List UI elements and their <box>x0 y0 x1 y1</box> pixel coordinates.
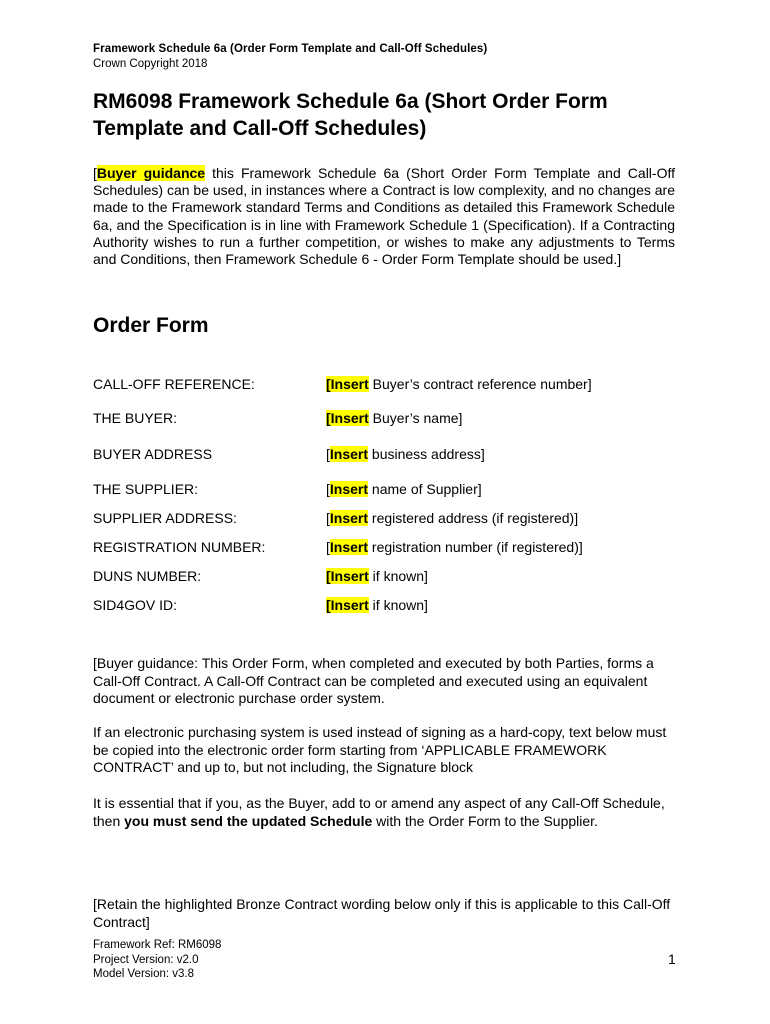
guidance-text: this Framework Schedule 6a (Short Order Form Template and Call-Off Schedules) can be used, in instances where a Contract is low complexity, and no changes are made to the Framework standard Terms and Conditions as detailed this Framework Schedule 6a, and the Specification is in line with Framework Schedule 1 (Specification). If a Contracting Authority wishes to run a further competition, or wishes to make any adjustments to Terms and Conditions, then Framework Schedule 6 - Order Form Template should be used.] <box>93 165 675 268</box>
field-value <box>326 446 485 463</box>
insert-highlight: Insert <box>330 410 369 426</box>
footer-framework-ref: Framework Ref: RM6098 <box>93 939 222 951</box>
field-value <box>326 539 583 556</box>
field-label: BUYER ADDRESS <box>93 446 213 462</box>
field-value-text: Buyer’s contract reference number] <box>368 376 592 392</box>
insert-bracket: [ <box>326 510 330 526</box>
updated-schedule-paragraph <box>93 795 678 830</box>
field-label: SUPPLIER ADDRESS: <box>93 510 237 526</box>
paragraph-text: with the Order Form to the Supplier. <box>372 812 598 829</box>
field-value <box>326 510 578 527</box>
field-value <box>326 597 428 614</box>
insert-highlight: Insert <box>330 568 369 584</box>
field-label: THE SUPPLIER: <box>93 481 199 497</box>
field-value-text: Buyer’s name] <box>368 410 463 426</box>
field-value <box>326 376 592 393</box>
insert-highlight: Insert <box>329 446 369 462</box>
field-value-text: registration number (if registered)] <box>368 539 583 555</box>
field-value-text: name of Supplier] <box>368 481 482 497</box>
insert-bracket: [ <box>326 568 331 584</box>
paragraph-emphasis: you must send the updated Schedule <box>124 812 373 829</box>
page-footer <box>93 938 221 982</box>
field-label: DUNS NUMBER: <box>93 568 202 584</box>
insert-highlight: Insert <box>330 597 369 613</box>
header-schedule-title: Framework Schedule 6a (Order Form Template and Call-Off Schedules) <box>93 43 488 55</box>
insert-bracket: [ <box>326 446 330 462</box>
document-title: RM6098 Framework Schedule 6a (Short Order Form Template and Call-Off Schedules) <box>93 90 608 140</box>
field-value <box>326 481 482 498</box>
field-label: REGISTRATION NUMBER: <box>93 539 266 555</box>
field-label: THE BUYER: <box>93 410 178 426</box>
header-copyright: Crown Copyright 2018 <box>93 58 208 70</box>
electronic-purchasing-paragraph: If an electronic purchasing system is used instead of signing as a hard-copy, text below must be copied into the electronic order form starting from ‘APPLICABLE FRAMEWORK CONTRACT’ and up to, but not including, the Signature block <box>93 724 667 775</box>
insert-highlight: Insert <box>330 376 369 392</box>
buyer-guidance-highlight: Buyer guidance <box>96 165 206 181</box>
buyer-guidance-paragraph <box>93 165 675 268</box>
page-number: 1 <box>668 951 676 967</box>
insert-highlight: Insert <box>329 510 369 526</box>
field-value <box>326 568 428 585</box>
field-label: SID4GOV ID: <box>93 597 178 613</box>
insert-bracket: [ <box>326 597 331 613</box>
order-form-heading: Order Form <box>93 314 209 337</box>
insert-bracket: [ <box>326 539 330 555</box>
footer-model-version: Model Version: v3.8 <box>93 968 195 980</box>
page-header <box>93 42 487 72</box>
insert-highlight: Insert <box>329 481 369 497</box>
insert-bracket: [ <box>326 376 331 392</box>
insert-highlight: Insert <box>329 539 369 555</box>
field-value-text: if known] <box>368 568 428 584</box>
insert-bracket: [ <box>326 410 331 426</box>
field-value <box>326 410 462 427</box>
paragraph-text: It is essential that if you, as the Buyer, add to or amend any aspect of any Call-Off Schedule, then <box>93 795 665 829</box>
field-value-text: registered address (if registered)] <box>368 510 579 526</box>
field-label: CALL-OFF REFERENCE: <box>93 376 255 392</box>
order-form-guidance-paragraph: [Buyer guidance: This Order Form, when completed and executed by both Parties, forms a Call-Off Contract. A Call-Off Contract can be completed and executed using an equivalent document or electronic purchase order system. <box>93 655 654 706</box>
field-value-text: business address] <box>368 446 485 462</box>
bronze-contract-paragraph: [Retain the highlighted Bronze Contract wording below only if this is applicable to this Call-Off Contract] <box>93 896 671 930</box>
guidance-open-bracket: [ <box>93 165 97 181</box>
field-value-text: if known] <box>368 597 428 613</box>
insert-bracket: [ <box>326 481 330 497</box>
footer-project-version: Project Version: v2.0 <box>93 953 199 966</box>
